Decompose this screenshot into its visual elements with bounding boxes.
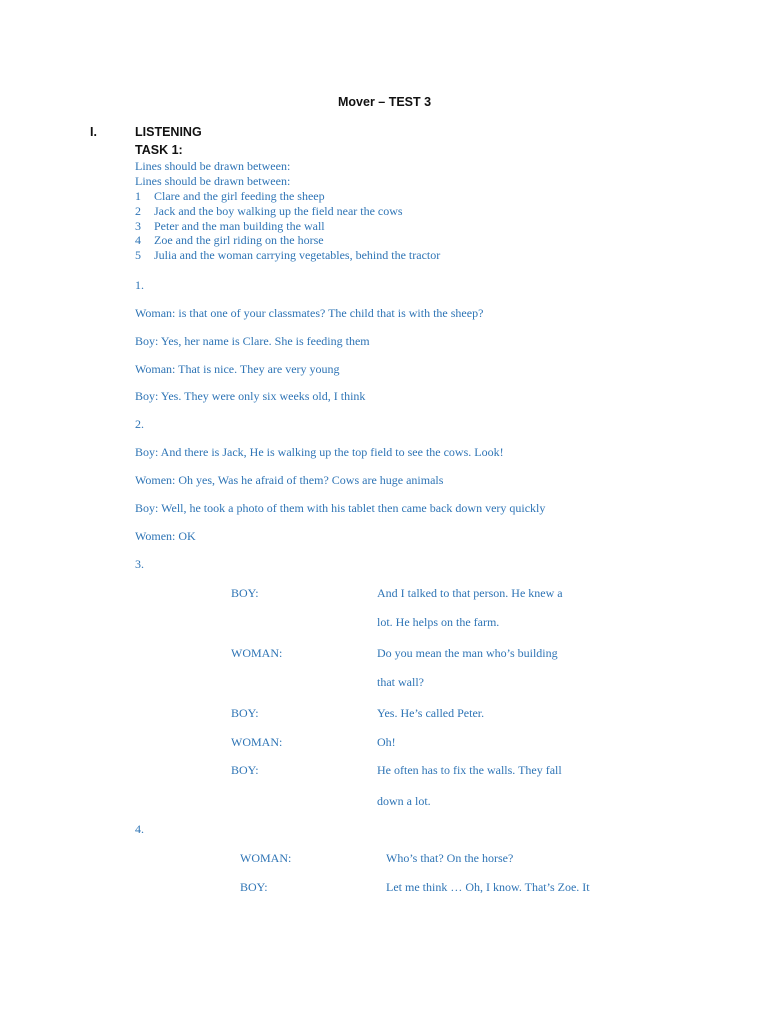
section-title: LISTENING [135, 125, 202, 139]
intro-line: Lines should be drawn between: [135, 174, 291, 188]
task-label: TASK 1: [135, 143, 183, 157]
answer-text: Clare and the girl feeding the sheep [154, 189, 325, 203]
dialogue-line: Women: Oh yes, Was he afraid of them? Cows are huge animals [135, 473, 444, 487]
speaker-label: BOY: [240, 880, 268, 894]
page-title: Mover – TEST 3 [338, 95, 432, 109]
dialogue-line: lot. He helps on the farm. [377, 615, 500, 629]
dialogue-line: Boy: And there is Jack, He is walking up the top field to see the cows. Look! [135, 445, 504, 459]
dialogue-line: Who’s that? On the horse? [386, 851, 514, 865]
answer-number: 2 [135, 204, 141, 218]
answer-text: Jack and the boy walking up the field near the cows [154, 204, 403, 218]
speaker-label: WOMAN: [231, 735, 283, 749]
dialogue-line: And I talked to that person. He knew a [377, 586, 563, 600]
speaker-label: BOY: [231, 763, 259, 777]
dialogue-line: Boy: Well, he took a photo of them with his tablet then came back down very quickly [135, 501, 546, 515]
section-number: I. [90, 125, 97, 139]
dialogue-line: down a lot. [377, 794, 431, 808]
speaker-label: BOY: [231, 586, 259, 600]
dialogue-line: Do you mean the man who’s building [377, 646, 558, 660]
answer-text: Julia and the woman carrying vegetables, behind the tractor [154, 248, 441, 262]
dialogue-line: Woman: That is nice. They are very young [135, 362, 340, 376]
answer-number: 5 [135, 248, 141, 262]
speaker-label: BOY: [231, 706, 259, 720]
dialogue-line: Women: OK [135, 529, 196, 543]
part-label: 3. [135, 557, 144, 571]
answer-number: 4 [135, 233, 141, 247]
answer-number: 3 [135, 219, 141, 233]
speaker-label: WOMAN: [240, 851, 292, 865]
speaker-label: WOMAN: [231, 646, 283, 660]
part-label: 1. [135, 278, 144, 292]
answer-text: Zoe and the girl riding on the horse [154, 233, 324, 247]
dialogue-line: He often has to fix the walls. They fall [377, 763, 562, 777]
dialogue-line: Woman: is that one of your classmates? The child that is with the sheep? [135, 306, 484, 320]
intro-line: Lines should be drawn between: [135, 159, 291, 173]
dialogue-line: that wall? [377, 675, 424, 689]
part-label: 4. [135, 822, 144, 836]
answer-number: 1 [135, 189, 141, 203]
dialogue-line: Boy: Yes, her name is Clare. She is feeding them [135, 334, 370, 348]
dialogue-line: Boy: Yes. They were only six weeks old, I think [135, 389, 366, 403]
answer-text: Peter and the man building the wall [154, 219, 325, 233]
dialogue-line: Yes. He’s called Peter. [377, 706, 485, 720]
dialogue-line: Let me think … Oh, I know. That’s Zoe. It [386, 880, 590, 894]
part-label: 2. [135, 417, 144, 431]
dialogue-line: Oh! [377, 735, 396, 749]
